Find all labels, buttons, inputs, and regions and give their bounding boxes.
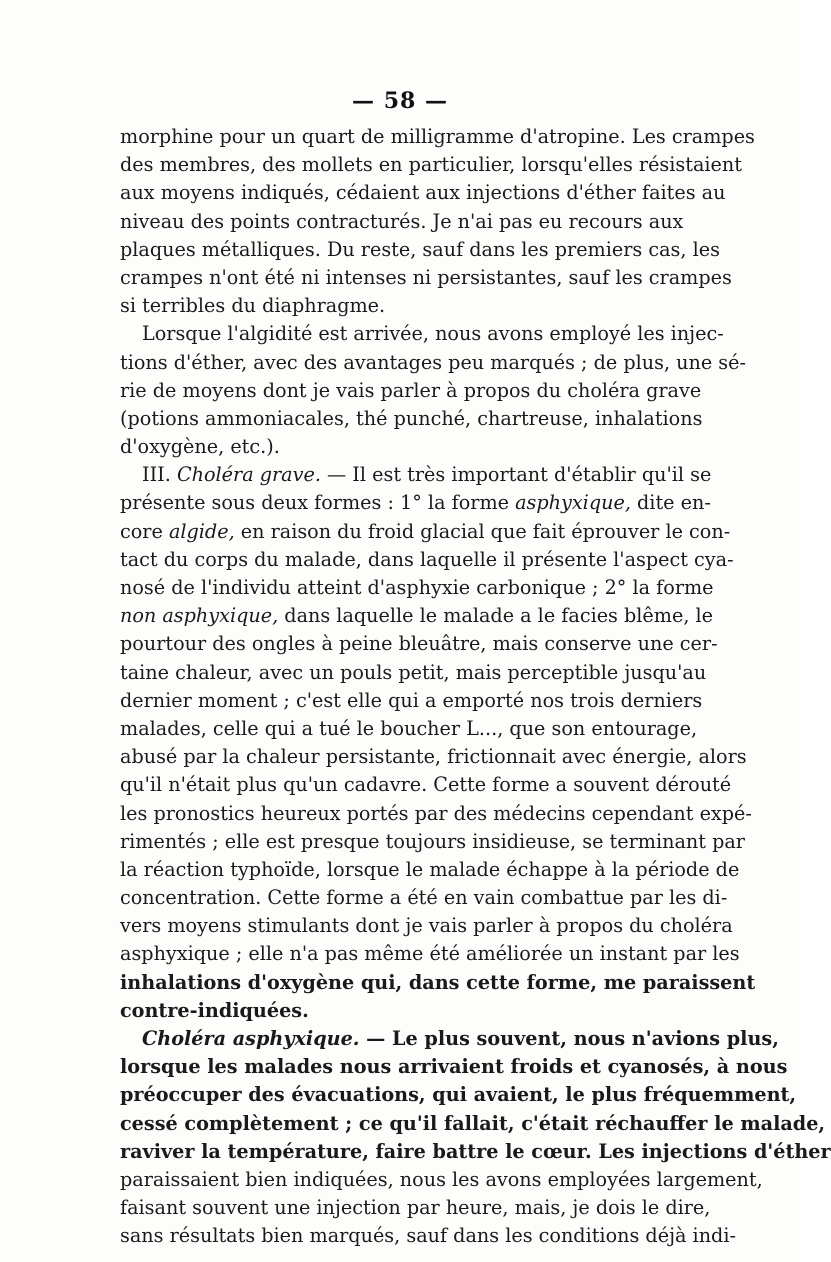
- body-text: [120, 123, 831, 1251]
- text-line: dernier moment ; c'est elle qui a emporté nos trois derniers: [120, 688, 703, 712]
- text-line: crampes n'ont été ni intenses ni persistantes, sauf les crampes: [120, 265, 732, 289]
- italic-term: Choléra asphyxique.: [142, 1027, 360, 1050]
- text-line: les pronostics heureux portés par des médecins cependant expé-: [120, 801, 752, 825]
- text-line: [120, 461, 712, 489]
- text-segment: III.: [142, 463, 177, 487]
- text-segment: core: [120, 519, 169, 543]
- text-line: tions d'éther, avec des avantages peu marqués ; de plus, une sé-: [120, 350, 746, 374]
- text-segment: dans laquelle le malade a le facies blême, le: [278, 604, 714, 628]
- text-segment: — Il est très important d'établir qu'il se: [320, 463, 712, 487]
- text-segment: en raison du froid glacial que fait éprouver le con-: [234, 519, 731, 543]
- text-line: abusé par la chaleur persistante, frictionnait avec énergie, alors: [120, 745, 747, 769]
- italic-term: Choléra grave.: [176, 463, 321, 487]
- text-line: la réaction typhoïde, lorsque le malade échappe à la période de: [120, 857, 740, 881]
- text-line: [120, 602, 714, 630]
- text-line: [120, 518, 731, 546]
- text-line: si terribles du diaphragme.: [120, 294, 386, 318]
- text-line: plaques métalliques. Du reste, sauf dans les premiers cas, les: [120, 237, 720, 261]
- text-line: contre-indiquées.: [120, 998, 309, 1022]
- text-segment: dite en-: [630, 491, 711, 515]
- text-line: vers moyens stimulants dont je vais parler à propos du choléra: [120, 914, 733, 938]
- text-line: sans résultats bien marqués, sauf dans les conditions déjà indi-: [120, 1224, 736, 1248]
- italic-term: non asphyxique,: [120, 604, 279, 628]
- italic-term: asphyxique,: [515, 491, 631, 515]
- text-line: taine chaleur, avec un pouls petit, mais perceptible jusqu'au: [120, 660, 707, 684]
- text-segment: présente sous deux formes : 1° la forme: [120, 491, 516, 515]
- text-line: qu'il n'était plus qu'un cadavre. Cette forme a souvent dérouté: [120, 773, 732, 797]
- text-line: morphine pour un quart de milligramme d'atropine. Les crampes: [120, 125, 755, 148]
- text-line: malades, celle qui a tué le boucher L..., que son entourage,: [120, 716, 698, 740]
- text-line: niveau des points contracturés. Je n'ai pas eu recours aux: [120, 209, 684, 233]
- text-line: (potions ammoniacales, thé punché, chartreuse, inhalations: [120, 406, 703, 430]
- text-line: inhalations d'oxygène qui, dans cette forme, me paraissent: [120, 970, 756, 994]
- text-line: d'oxygène, etc.).: [120, 435, 280, 459]
- text-line: asphyxique ; elle n'a pas même été améliorée un instant par les: [120, 942, 740, 966]
- text-line: des membres, des mollets en particulier, lorsqu'elles résistaient: [120, 153, 742, 177]
- text-line: rie de moyens dont je vais parler à propos du choléra grave: [120, 378, 702, 402]
- text-line: paraissaient bien indiquées, nous les avons employées largement,: [120, 1167, 763, 1191]
- italic-term: algide,: [168, 519, 235, 543]
- text-line: cessé complètement ; ce qu'il fallait, c'était réchauffer le malade,: [120, 1111, 826, 1135]
- text-line: faisant souvent une injection par heure, mais, je dois le dire,: [120, 1196, 711, 1220]
- text-line: lorsque les malades nous arrivaient froids et cyanosés, à nous: [120, 1055, 788, 1079]
- text-line: nosé de l'individu atteint d'asphyxie carbonique ; 2° la forme: [120, 576, 714, 599]
- text-line: pourtour des ongles à peine bleuâtre, mais conserve une cer-: [120, 632, 718, 656]
- text-line: tact du corps du malade, dans laquelle il présente l'aspect cya-: [120, 547, 734, 571]
- text-line: concentration. Cette forme a été en vain combattue par les di-: [120, 886, 728, 910]
- text-line: [120, 1025, 779, 1053]
- text-line: rimentés ; elle est presque toujours insidieuse, se terminant par: [120, 829, 745, 853]
- text-line: préoccuper des évacuations, qui avaient, le plus fréquemment,: [120, 1083, 797, 1107]
- page-number: — 58 —: [352, 88, 448, 114]
- text-line: Lorsque l'algidité est arrivée, nous avons employé les injec-: [142, 322, 724, 346]
- text-line: aux moyens indiqués, cédaient aux injections d'éther faites au: [120, 181, 726, 205]
- text-line: raviver la température, faire battre le cœur. Les injections d'éther: [120, 1139, 831, 1163]
- text-line: [120, 489, 711, 517]
- text-segment: — Le plus souvent, nous n'avions plus,: [359, 1027, 779, 1050]
